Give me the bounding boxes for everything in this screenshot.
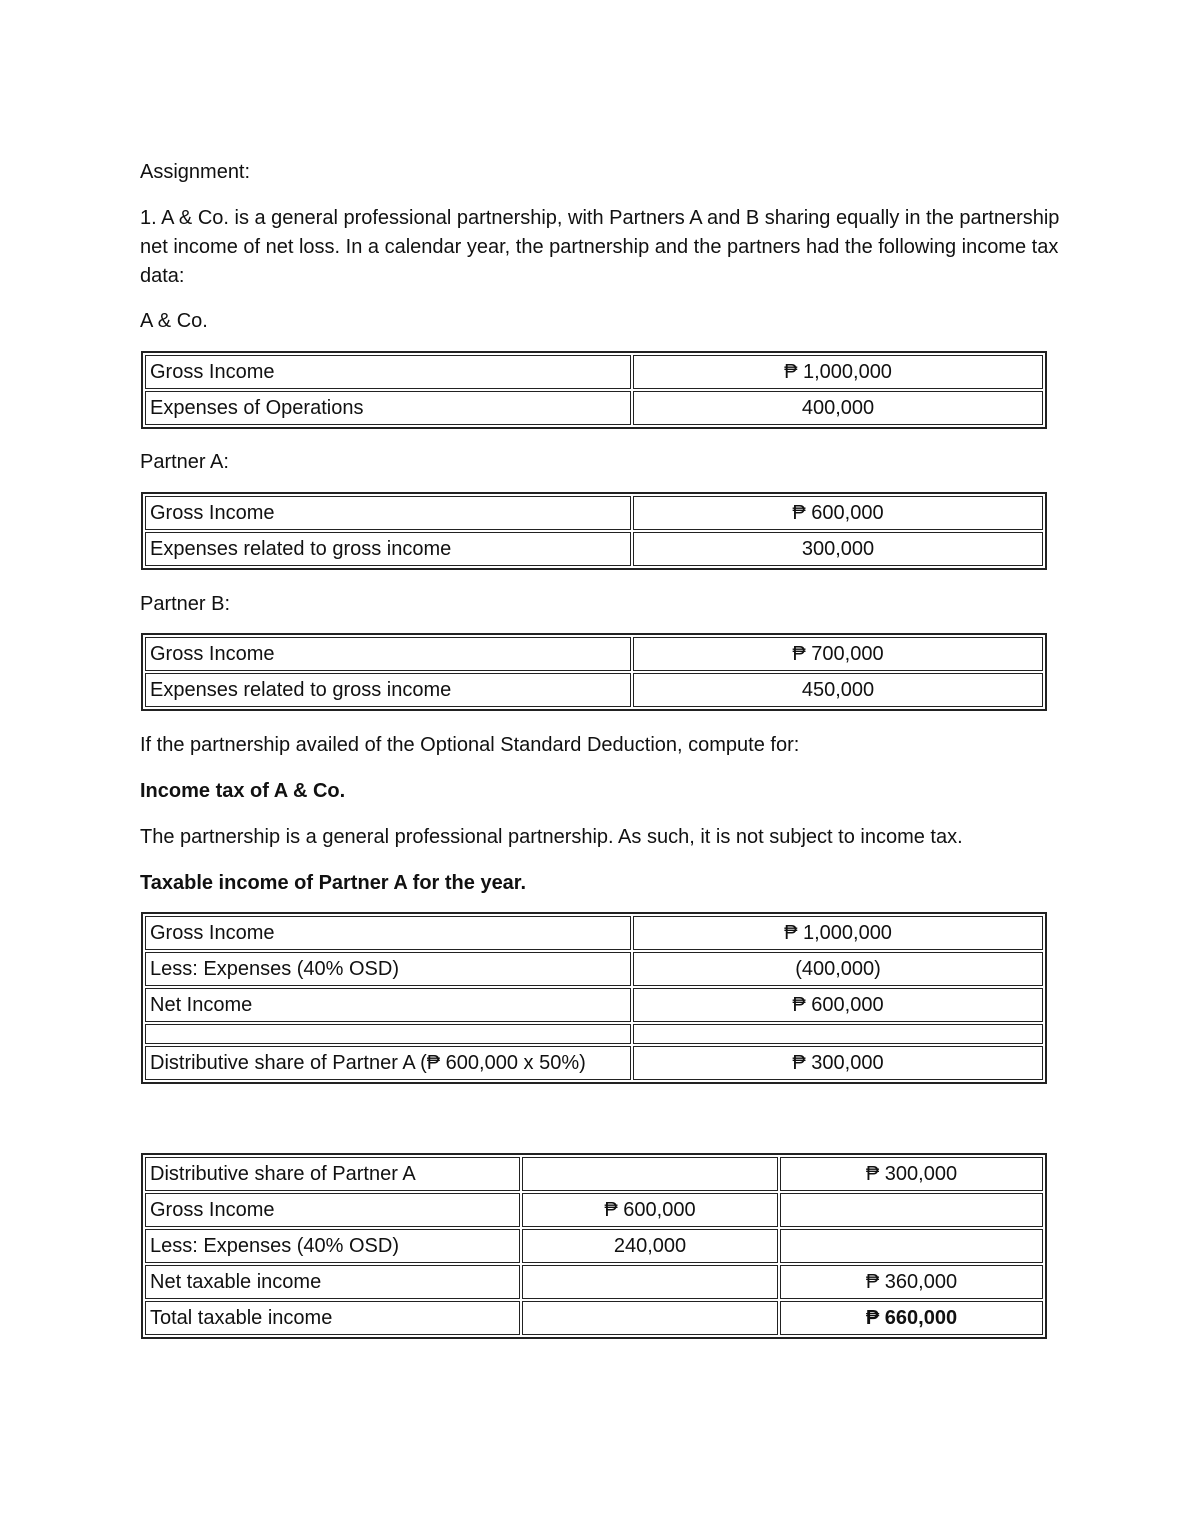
table-row (145, 1265, 1043, 1299)
table-row (145, 532, 1043, 566)
partner-a-data-table (141, 492, 1047, 570)
total-taxable-income-value: ₱ 660,000 (780, 1301, 1043, 1335)
table-row (145, 1157, 1043, 1191)
question-2-title: Taxable income of Partner A for the year. (140, 872, 527, 894)
table-row (145, 916, 1043, 950)
row-label: Distributive share of Partner A (₱ 600,000 x 50%) (145, 1046, 631, 1080)
row-value: 450,000 (633, 673, 1043, 707)
table-row (145, 1046, 1043, 1080)
row-value: 400,000 (633, 391, 1043, 425)
row-label: Gross Income (145, 916, 631, 950)
row-label: Distributive share of Partner A (145, 1157, 520, 1191)
row-label: Gross Income (145, 355, 631, 389)
question-1-title: Income tax of A & Co. (140, 780, 346, 802)
problem-text: 1. A & Co. is a general professional partnership, with Partners A and B sharing equally in the partnership net income of net loss. In a calendar year, the partnership and the partners had the following income tax data: (140, 207, 1060, 287)
partner-b-data-table (141, 633, 1047, 711)
table-row (145, 1301, 1043, 1335)
row-value: ₱ 1,000,000 (633, 355, 1043, 389)
table-row (145, 952, 1043, 986)
row-label: Less: Expenses (40% OSD) (145, 1229, 520, 1263)
table-row (145, 391, 1043, 425)
partner-a-label: Partner A: (140, 451, 229, 473)
assignment-heading: Assignment: (140, 161, 251, 183)
taxable-income-table (141, 1153, 1047, 1339)
row-amount: 240,000 (522, 1229, 778, 1263)
row-label: Less: Expenses (40% OSD) (145, 952, 631, 986)
row-amount (522, 1301, 778, 1335)
row-label: Net taxable income (145, 1265, 520, 1299)
table-row (145, 1229, 1043, 1263)
row-value: (400,000) (633, 952, 1043, 986)
row-value: ₱ 700,000 (633, 637, 1043, 671)
row-label: Expenses related to gross income (145, 532, 631, 566)
row-amount: ₱ 600,000 (522, 1193, 778, 1227)
company-label: A & Co. (140, 310, 208, 332)
table-row (145, 355, 1043, 389)
row-value: ₱ 1,000,000 (633, 916, 1043, 950)
distributive-share-table (141, 912, 1047, 1084)
table-row (145, 637, 1043, 671)
row-total: ₱ 300,000 (780, 1157, 1043, 1191)
row-value: ₱ 600,000 (633, 988, 1043, 1022)
row-amount (522, 1157, 778, 1191)
table-row (145, 1024, 1043, 1044)
row-total (780, 1193, 1043, 1227)
row-value: 300,000 (633, 532, 1043, 566)
row-label: Gross Income (145, 1193, 520, 1227)
row-label: Total taxable income (145, 1301, 520, 1335)
row-value: ₱ 600,000 (633, 496, 1043, 530)
row-label: Gross Income (145, 496, 631, 530)
company-data-table (141, 351, 1047, 429)
row-label: Expenses of Operations (145, 391, 631, 425)
table-row (145, 988, 1043, 1022)
partner-b-label: Partner B: (140, 593, 231, 615)
row-label (145, 1024, 631, 1044)
row-total (780, 1229, 1043, 1263)
row-label: Gross Income (145, 637, 631, 671)
row-amount (522, 1265, 778, 1299)
question-1-answer: The partnership is a general professional partnership. As such, it is not subject to income tax. (140, 826, 963, 848)
row-label: Expenses related to gross income (145, 673, 631, 707)
row-total: ₱ 360,000 (780, 1265, 1043, 1299)
row-value (633, 1024, 1043, 1044)
row-label: Net Income (145, 988, 631, 1022)
table-row (145, 496, 1043, 530)
table-row (145, 673, 1043, 707)
table-row (145, 1193, 1043, 1227)
instruction-text: If the partnership availed of the Optional Standard Deduction, compute for: (140, 734, 800, 756)
row-value: ₱ 300,000 (633, 1046, 1043, 1080)
